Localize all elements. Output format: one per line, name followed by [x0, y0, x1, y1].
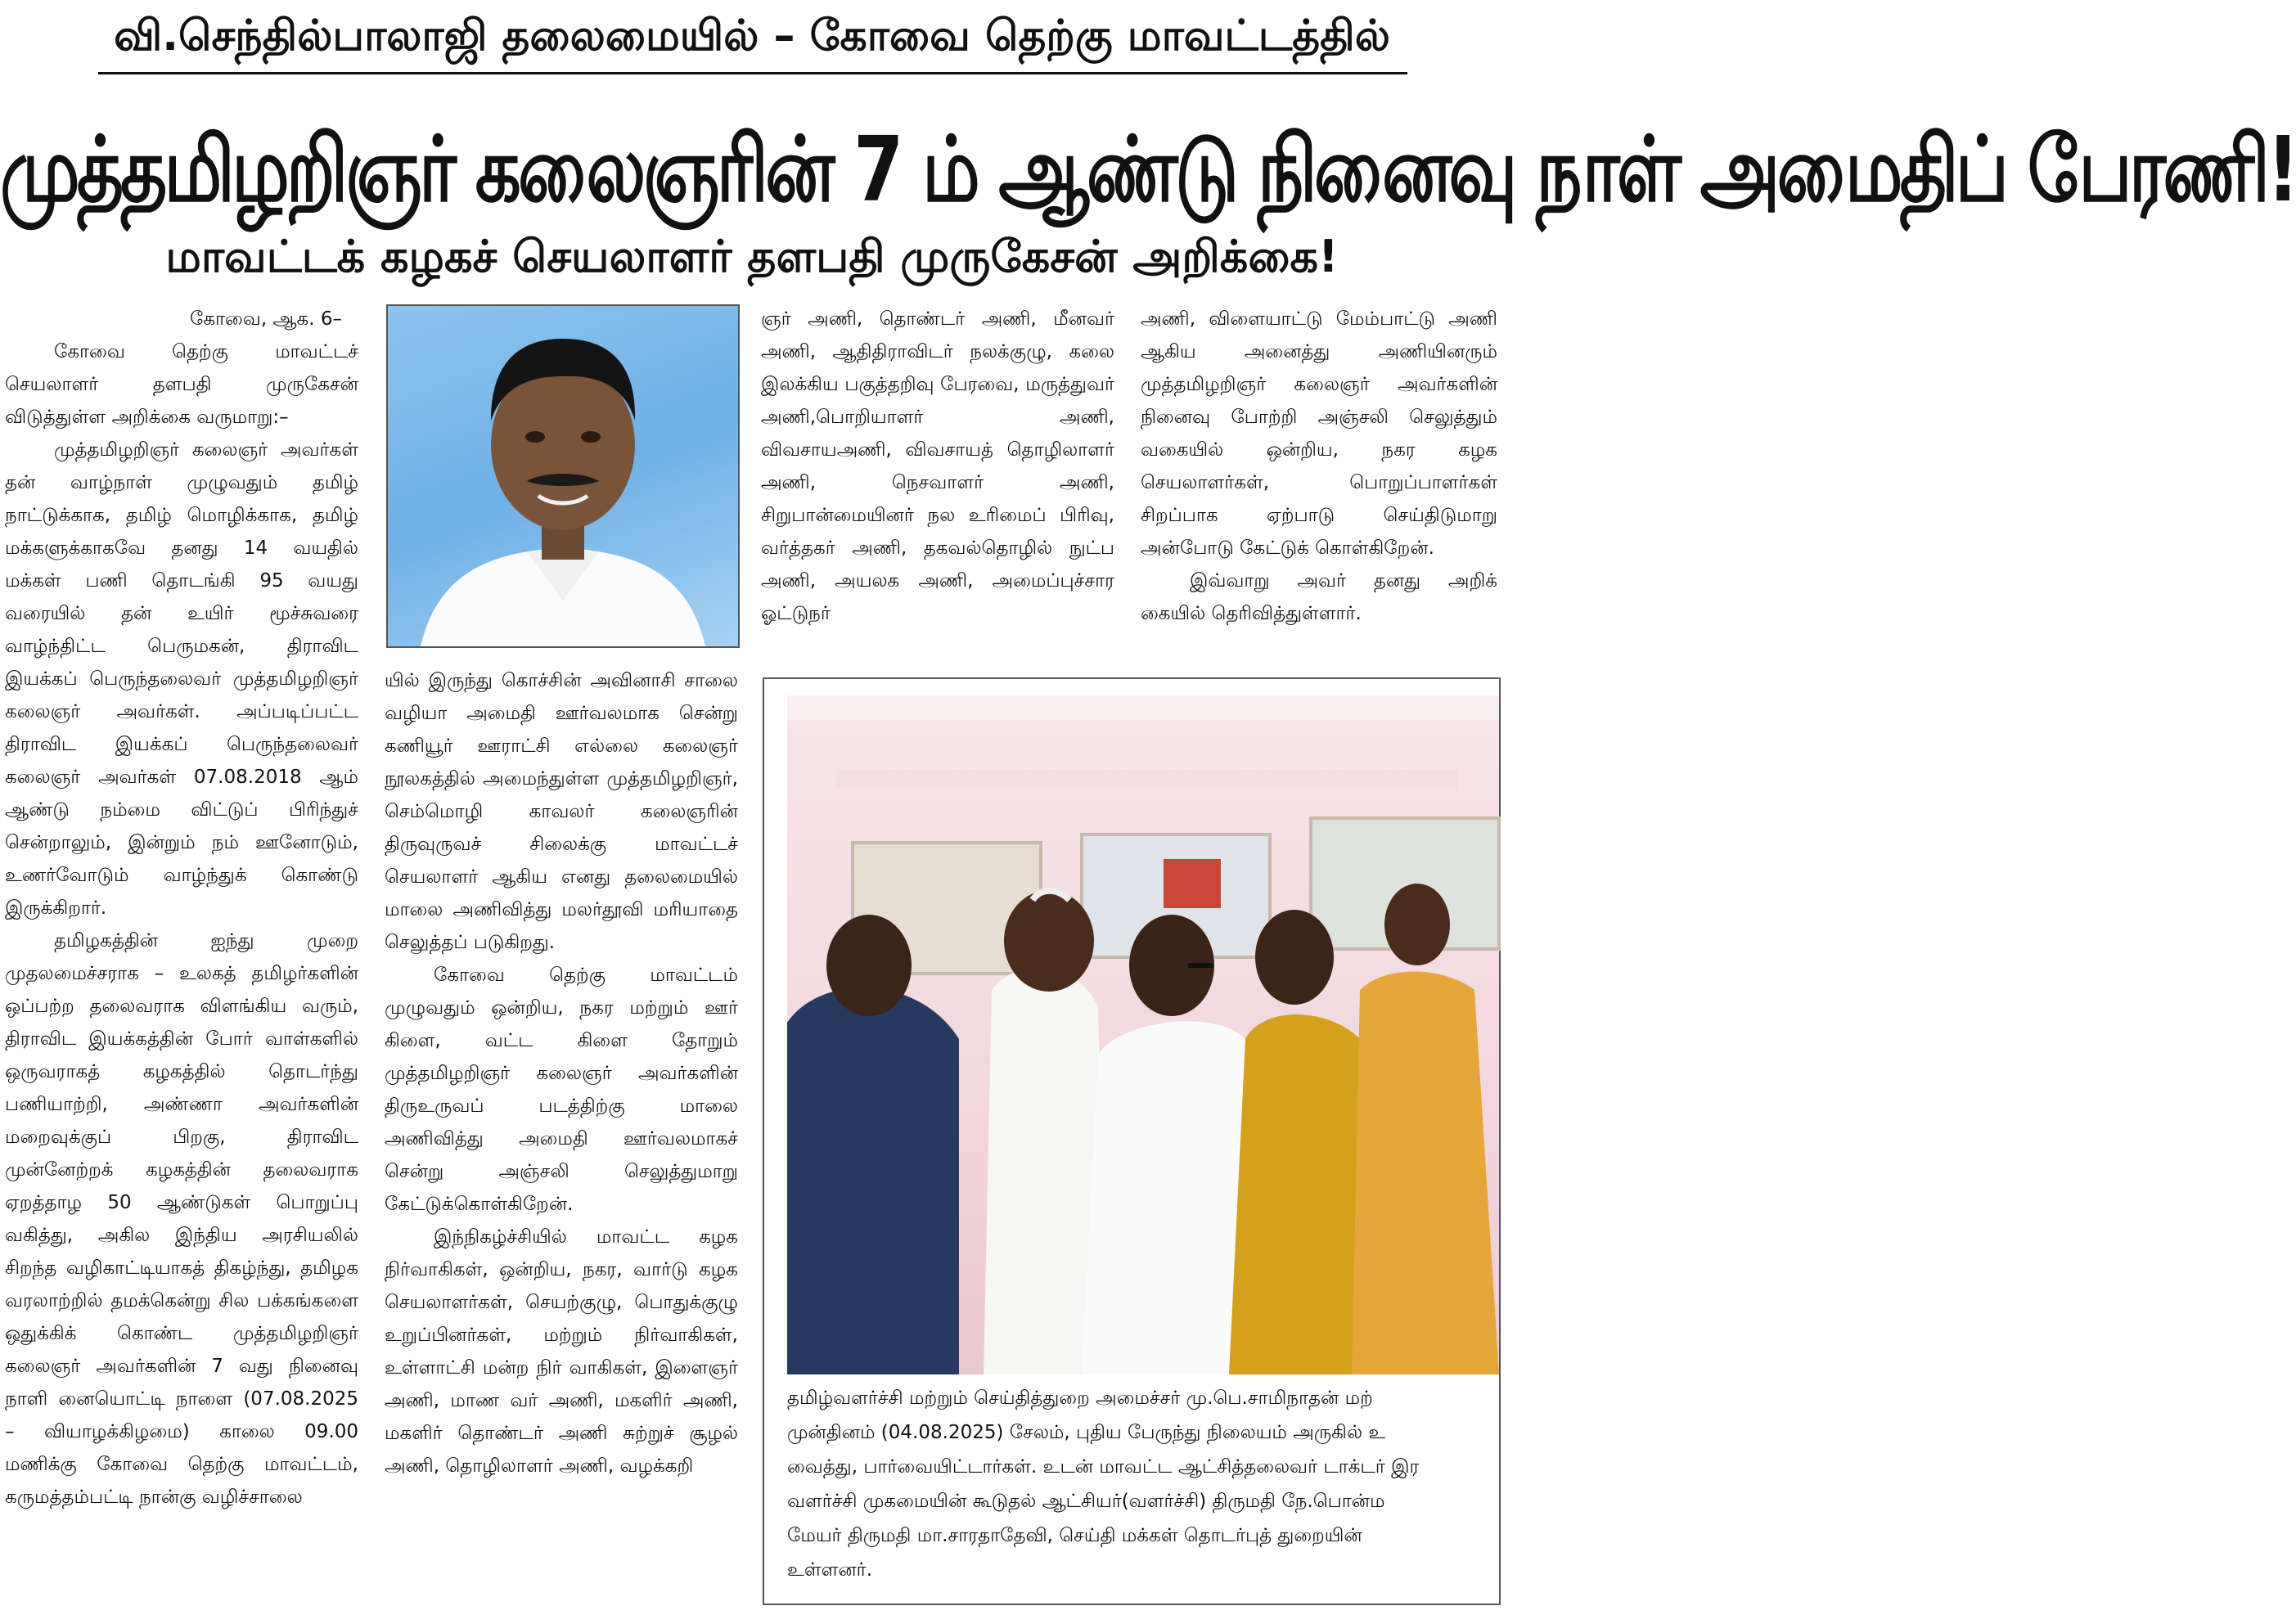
- paragraph: இவ்வாறு அவர் தனது அறிக் கையில் தெரிவித்துள்ளார்.: [1141, 570, 1497, 624]
- event-photo: [787, 695, 1499, 1374]
- portrait-photo: [386, 304, 740, 648]
- paragraph: முத்தமிழறிஞர் கலைஞர் அவர்கள் தன் வாழ்நாள் முழுவதும் தமிழ் நாட்டுக்காக, தமிழ் மொழிக்காக, தமிழ் மக்களுக்காகவே தனது 14 வயதில் மக்கள் பணி தொடங்கி 95 வயது வரையில் தன் உயிர் மூச்சுவரை வாழ்ந்திட்ட பெருமகன், திராவிட இயக்கப் பெருந்தலைவர் முத்தமிழறிஞர் கலைஞர் அவர்கள். அப்படிப்பட்ட திராவிட இயக்கப் பெருந்தலைவர் கலைஞர் அவர்கள் 07.08.2018 ஆம் ஆண்டு நம்மை விட்டுப் பிரிந்துச் சென்றாலும், இன்றும் நம் ஊனோடும், உணர்வோடும் வாழ்ந்துக் கொண்டு இருக்கிறார்.: [5, 439, 358, 919]
- caption-line: உள்ளனர்.: [787, 1559, 873, 1581]
- dateline: கோவை, ஆக. 6–: [189, 308, 342, 330]
- kicker-rule: [98, 72, 1407, 74]
- paragraph: தமிழகத்தின் ஐந்து முறை முதலமைச்சராக – உலகத் தமிழர்களின் ஒப்பற்ற தலைவராக விளங்கிய வரும், திராவிட இயக்கத்தின் போர் வாள்களில் ஒருவராகத் கழகத்தில் தொடர்ந்து பணியாற்றி, அண்ணா அவர்களின் மறைவுக்குப் பிறகு, திராவிட முன்னேற்றக் கழகத்தின் தலைவராக ஏறத்தாழ 50 ஆண்டுகள் பொறுப்பு வகித்து, அகில இந்திய அரசியலில் சிறந்த வழிகாட்டியாகத் திகழ்ந்து, தமிழக வரலாற்றில் தமக்கென்று சில பக்கங்களை ஒதுக்கிக் கொண்ட முத்தமிழறிஞர் கலைஞர் அவர்களின் 7 வது நினைவு நாளி னையொட்டி நாளை (07.08.2025 – வியாழக்கிழமை) காலை 09.00 மணிக்கு கோவை தெற்கு மாவட்டம், கருமத்தம்பட்டி நான்கு வழிச்சாலை: [5, 930, 358, 1508]
- main-headline: முத்தமிழறிஞர் கலைஞரின் 7 ம் ஆண்டு நினைவு நாள் அமைதிப் பேரணி!: [0, 116, 2296, 223]
- article-column-3: [761, 303, 1114, 630]
- caption-line: வைத்து, பார்வையிட்டார்கள். உடன் மாவட்ட ஆட்சித்தலைவர் டாக்டர் இர: [787, 1456, 1420, 1478]
- photo-caption: [787, 1381, 1499, 1587]
- caption-line: தமிழ்வளர்ச்சி மற்றும் செய்தித்துறை அமைச்சர் மு.பெ.சாமிநாதன் மற்: [787, 1388, 1373, 1409]
- paragraph: கோவை தெற்கு மாவட்டம் முழுவதும் ஒன்றிய, நகர மற்றும் ஊர் கிளை, வட்ட கிளை தோறும் முத்தமிழறிஞர் கலைஞர் அவர்களின் திருஉருவப் படத்திற்கு மாலை அணிவித்து அமைதி ஊர்வலமாகச் சென்று அஞ்சலி செலுத்துமாறு கேட்டுக்கொள்கிறேன்.: [385, 965, 738, 1215]
- kicker-headline: வி.செந்தில்பாலாஜி தலைமையில் – கோவை தெற்கு மாவட்டத்தில்: [114, 11, 1390, 61]
- subheadline: மாவட்டக் கழகச் செயலாளர் தளபதி முருகேசன் அறிக்கை!: [165, 231, 1339, 282]
- article-column-1: [5, 303, 358, 1514]
- caption-line: முன்தினம் (04.08.2025) சேலம், புதிய பேருந்து நிலையம் அருகில் உ: [787, 1422, 1386, 1443]
- paragraph: இந்நிகழ்ச்சியில் மாவட்ட கழக நிர்வாகிகள், ஒன்றிய, நகர, வார்டு கழக செயலாளர்கள், செயற்குழு, பொதுக்குழு உறுப்பினர்கள், மற்றும் நிர்வாகிகள், உள்ளாட்சி மன்ற நிர் வாகிகள், இளைஞர் அணி, மாண வர் அணி, மகளிர் அணி, மகளிர் தொண்டர் அணி சுற்றுச் சூழல் அணி, தொழிலாளர் அணி, வழக்கறி: [385, 1226, 738, 1477]
- event-photo-box: [763, 677, 1501, 1605]
- event-photo-scene: [787, 695, 1499, 1374]
- article-column-4: [1141, 303, 1497, 630]
- paragraph: அணி, விளையாட்டு மேம்பாட்டு அணி ஆகிய அனைத்து அணியினரும் முத்தமிழறிஞர் கலைஞர் அவர்களின் நினைவு போற்றி அஞ்சலி செலுத்தும் வகையில் ஒன்றிய, நகர கழக செயலாளர்கள், பொறுப்பாளர்கள் சிறப்பாக ஏற்பாடு செய்திடுமாறு அன்போடு கேட்டுக் கொள்கிறேன்.: [1141, 308, 1497, 559]
- article-column-2: [385, 664, 738, 1482]
- paragraph: கோவை தெற்கு மாவட்டச் செயலாளர் தளபதி முருகேசன் விடுத்துள்ள அறிக்கை வருமாறு:–: [5, 341, 358, 428]
- portrait-figure: [388, 306, 738, 646]
- paragraph: யில் இருந்து கொச்சின் அவினாசி சாலை வழியா அமைதி ஊர்வலமாக சென்று கணியூர் ஊராட்சி எல்லை கலைஞர் நூலகத்தில் அமைந்துள்ள முத்தமிழறிஞர், செம்மொழி காவலர் கலைஞரின் திருவுருவச் சிலைக்கு மாவட்டச் செயலாளர் ஆகிய எனது தலைமையில் மாலை அணிவித்து மலர்தூவி மரியாதை செலுத்தப் படுகிறது.: [385, 670, 738, 953]
- paragraph: ஞர் அணி, தொண்டர் அணி, மீனவர் அணி, ஆதிதிராவிடர் நலக்குழு, கலை இலக்கிய பகுத்தறிவு பேரவை, மருத்துவர் அணி,பொறியாளர் அணி, விவசாயஅணி, விவசாயத் தொழிலாளர் அணி, நெசவாளர் அணி, சிறுபான்மையினர் நல உரிமைப் பிரிவு, வர்த்தகர் அணி, தகவல்தொழில் நுட்ப அணி, அயலக அணி, அமைப்புச்சார ஓட்டுநர்: [761, 308, 1114, 624]
- caption-line: மேயர் திருமதி மா.சாரதாதேவி, செய்தி மக்கள் தொடர்புத் துறையின்: [787, 1525, 1362, 1546]
- caption-line: வளர்ச்சி முகமையின் கூடுதல் ஆட்சியர்(வளர்ச்சி) திருமதி நே.பொன்ம: [787, 1491, 1385, 1512]
